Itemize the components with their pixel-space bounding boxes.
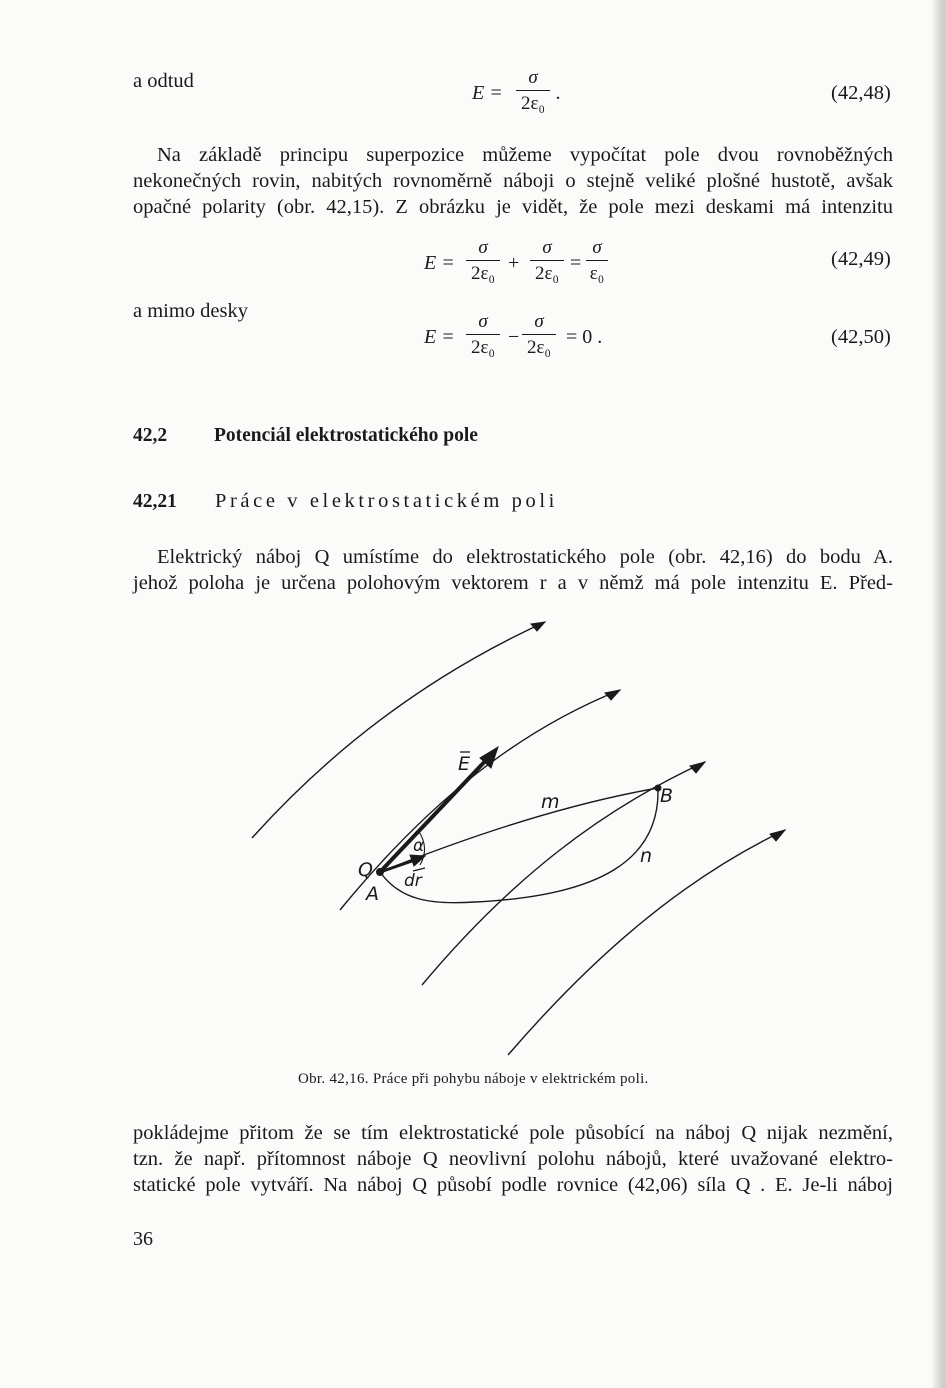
eq-42-50-n2: σ xyxy=(534,311,544,332)
eq-42-49-d2: 2ε₀ xyxy=(534,263,560,284)
paragraph-2 xyxy=(133,544,893,596)
paragraph-3-line: statické pole vytváří. Na náboj Q působí podle rovnice (42,06) síla Q . E. Je-li náboj xyxy=(133,1174,893,1196)
label-n: n xyxy=(640,845,653,867)
eq-42-48-tail: . xyxy=(556,82,561,104)
arrow-head xyxy=(605,690,620,700)
mimo-text: a mimo desky xyxy=(133,300,249,322)
figure-42-16 xyxy=(0,600,945,1070)
paragraph-2-line: Elektrický náboj Q umístíme do elektrostatického pole (obr. 42,16) do bodu A. xyxy=(157,546,893,568)
eq-42-49-frac2 xyxy=(530,238,564,285)
eq-42-49-lhs: E = xyxy=(424,252,455,274)
arrow-head xyxy=(531,622,545,631)
arrow-head xyxy=(770,830,785,841)
eq-42-49-d3: ε₀ xyxy=(589,263,605,284)
eq-42-48-fraction xyxy=(516,68,550,115)
paragraph-3 xyxy=(133,1120,893,1198)
intro-text: a odtud xyxy=(133,70,194,92)
label-alpha: α xyxy=(413,836,425,856)
eq-42-50-frac2 xyxy=(522,312,556,359)
subsection-title: Práce v elektrostatickém poli xyxy=(215,490,558,512)
section-title: Potenciál elektrostatického pole xyxy=(214,425,478,446)
eq-42-49-op2: = xyxy=(570,252,582,274)
paragraph-1 xyxy=(133,142,893,220)
eq-42-50-frac1 xyxy=(466,312,500,359)
eq-42-50-d2: 2ε₀ xyxy=(526,337,552,358)
figure-caption: Obr. 42,16. Práce při pohybu náboje v elektrickém poli. xyxy=(298,1071,649,1087)
label-A: A xyxy=(366,883,379,905)
paragraph-1-line: nekonečných rovin, nabitých rovnoměrně náboji o stejně veliké plošné hustotě, avšak xyxy=(133,170,893,192)
subsection-number: 42,21 xyxy=(133,491,177,512)
eq-42-50-lhs: E = xyxy=(424,326,455,348)
eq-42-50-label: (42,50) xyxy=(831,326,891,348)
eq-42-49-op1: + xyxy=(508,252,520,274)
paragraph-1-line: Na základě principu superpozice můžeme vypočítat pole dvou rovnoběžných xyxy=(157,144,893,166)
label-E: E xyxy=(458,753,471,775)
label-dr: dr xyxy=(404,871,422,891)
eq-42-48-den: 2ε₀ xyxy=(520,93,546,114)
label-m: m xyxy=(541,791,560,813)
arrow-head xyxy=(690,762,705,773)
paragraph-1-line: opačné polarity (obr. 42,15). Z obrázku je vidět, že pole mezi deskami má intenzitu xyxy=(133,196,893,218)
eq-42-49-n2: σ xyxy=(542,237,552,258)
field-line-2 xyxy=(340,690,620,910)
vector-E xyxy=(380,756,490,872)
eq-42-49-d1: 2ε₀ xyxy=(470,263,496,284)
eq-42-50-d1: 2ε₀ xyxy=(470,337,496,358)
eq-42-49-n3: σ xyxy=(592,237,602,258)
label-Q: Q xyxy=(358,859,373,881)
eq-42-48-label: (42,48) xyxy=(831,82,891,104)
eq-42-50-rhs: = 0 . xyxy=(566,326,603,348)
eq-42-50-n1: σ xyxy=(478,311,488,332)
eq-42-49-frac3 xyxy=(586,238,608,285)
eq-42-49-frac1 xyxy=(466,238,500,285)
paragraph-3-line: tzn. že např. přítomnost náboje Q neovlivní polohu nábojů, které uvažované elektro- xyxy=(133,1148,893,1170)
eq-42-50-op1: − xyxy=(508,326,520,348)
paragraph-3-line: pokládejme přitom že se tím elektrostatické pole působící na náboj Q nijak nezmění, xyxy=(133,1122,893,1144)
page-number: 36 xyxy=(133,1228,153,1250)
eq-42-49-n1: σ xyxy=(478,237,488,258)
section-number: 42,2 xyxy=(133,425,168,446)
eq-42-48-num: σ xyxy=(528,67,538,88)
point-A xyxy=(377,869,384,876)
eq-42-49-label: (42,49) xyxy=(831,248,891,270)
eq-42-48-lhs: E = xyxy=(472,82,503,104)
page-edge-shadow xyxy=(931,0,945,1388)
field-line-1 xyxy=(252,622,545,838)
label-B: B xyxy=(660,785,674,807)
paragraph-2-line: jehož poloha je určena polohovým vektorem r a v němž má pole intenzitu E. Před- xyxy=(133,572,893,594)
